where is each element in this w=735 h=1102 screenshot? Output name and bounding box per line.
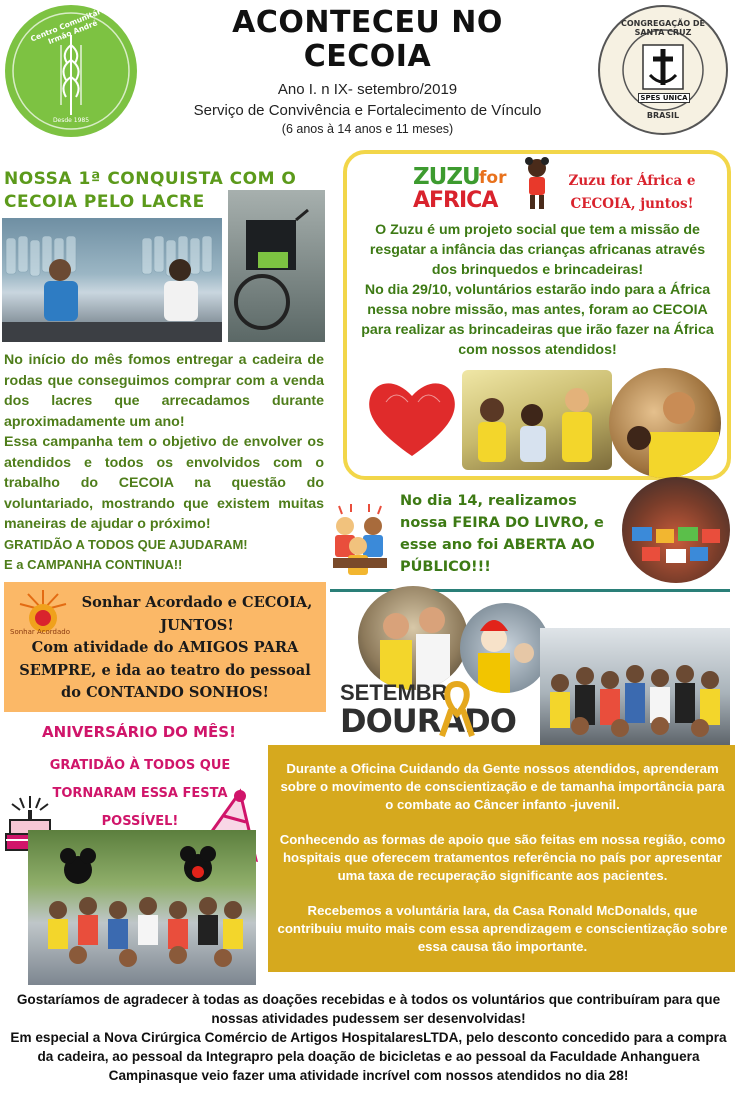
lacre-p1: No início do mês fomos entregar a cadeira de rodas que conseguimos comprar com a venda dos lacres que arrecadamos durante aproximadamente um ano! [4,352,324,430]
seal-motto: SPES UNICA [638,93,690,103]
lacre-heading-line-1: NOSSA 1ª CONQUISTA COM O [4,169,297,189]
sonhar-line-3: Com atividade do AMIGOS PARA [31,639,299,656]
footer-p1: Gostaríamos de agradecer à todas as doações recebidas e à todos os voluntários que contribuíram para que nossas atividades pudessem ser desenvolvidas! [16,992,721,1026]
gold-ribbon-icon [438,680,476,738]
aniversario-heading: ANIVERSÁRIO DO MÊS! [42,723,236,741]
sonhar-text-lower [4,637,326,705]
aniversario-line-4: POSSÍVEL! [101,814,179,829]
setembro-dourado-logo [338,680,538,740]
zuzu-logo [413,164,553,212]
setembro-p3: Recebemos a voluntária Iara, da Casa Ronald McDonalds, que contribuiu muito mais com essa aprendizagem e conscientização sobre essa causa tão importante. [277,903,728,954]
sonhar-logo-label: Sonhar Acordado [10,628,71,636]
zuzu-doll-icon [519,156,555,212]
footer-p2: Em especial a Nova Cirúrgica Comércio de Artigos HospitalaresLTDA, pelo desconto concedido para a compra da cadeira, ao pessoal da Integrapro pela doação de bicicletas e ao pessoal da Faculdade Anhanguera Campinasque veio fazer uma atividade incrível com nossos atendidos no dia 28! [10,1030,727,1083]
setembro-logo-bottom: DOURADO [340,702,516,740]
zuzu-logo-africa: AFRICA [413,188,498,213]
zuzu-heading-line-2: CECOIA, juntos! [570,196,694,212]
lacre-children-photo [2,218,222,342]
feira-line-2: nossa FEIRA DO LIVRO, e [400,515,604,531]
zuzu-volunteers-photo [462,370,612,470]
aniversario-line-2: GRATIDÃO À TODOS QUE [49,758,231,773]
group-class-photo [540,628,730,758]
sonhar-line-5: do CONTANDO SONHOS! [61,684,269,701]
sonhar-line-4: SEMPRE, e ida ao teatro do pessoal [19,661,311,679]
zuzu-text [360,220,715,360]
feira-line-3: esse ano foi ABERTA AO [400,537,595,553]
setembro-logo-top: SETEMBR [340,680,448,705]
seal-bottom-text: BRASIL [646,111,680,120]
zuzu-p2: No dia 29/10, voluntários estarão indo para a África nessa nobre missão, mas antes, foram ao CECOIA para realizar as brincadeiras que irão fazer na África com nossos atendidos! [361,282,714,358]
page-title [190,6,545,74]
aniversario-line-3: TORNARAM ESSA FESTA [52,786,228,801]
sonhar-box [4,582,326,712]
volunteer-iara-photo [358,586,468,690]
cecoia-logo [5,5,137,137]
wheelchair-icon [228,190,325,342]
children-reading-icon [325,502,395,582]
lacre-text [4,350,324,576]
lacre-p3: GRATIDÃO A TODOS QUE AJUDARAM! [4,536,248,552]
birthday-party-photo [28,830,256,985]
logo-left-since: Desde 1985 [52,117,90,124]
santa-cruz-seal [598,5,728,135]
title-line-2: CECOIA [303,39,432,74]
seal-top-text: CONGREGAÇÃO DE SANTA CRUZ [620,19,706,37]
zuzu-logo-zuzu: ZUZU [413,164,480,190]
service-name: Serviço de Convivência e Fortalecimento de Vínculo [193,102,542,119]
book-fair-photo [622,477,730,583]
zuzu-logo-for: for [479,168,507,188]
setembro-p2: Conhecendo as formas de apoio que são feitas em nossa região, como hospitais que oferecem tratamentos referência no país por apresentar uma taxa de recuperação significante aos pacientes. [279,832,726,883]
feira-text [400,490,625,578]
acknowledgements [6,990,731,1085]
zuzu-p1: O Zuzu é um projeto social que tem a missão de resgatar a infância das crianças africanas através dos brinquedos e brincadeiras! [369,222,706,278]
lacre-heading-line-2: CECOIA PELO LACRE [4,192,205,212]
setembro-dourado-text [275,760,730,956]
age-range: (6 anos à 14 anos e 11 meses) [281,122,454,136]
lacre-p4: E a CAMPANHA CONTINUA!! [4,557,183,572]
setembro-p1: Durante a Oficina Cuidando da Gente nossos atendidos, aprenderam sobre o movimento de conscientização e de tamanha importância para o combate ao Câncer infanto -juvenil. [280,761,725,812]
edition: Ano I. n IX- setembro/2019 [277,81,458,98]
feira-line-1: No dia 14, realizamos [400,493,577,509]
zuzu-circle-photo [609,368,721,478]
lacre-p2: Essa campanha tem o objetivo de envolver os atendidos e todos os envolvidos com o trabalho do CECOIA na questão do voluntariado, mostrando que existem muitas maneiras de ajudar o próximo! [4,434,324,532]
zuzu-heading [557,170,707,216]
feira-line-4: PÚBLICO!!! [400,559,491,575]
sonhar-line-2: JUNTOS! [160,616,234,634]
title-line-1: ACONTECEU NO [232,5,503,40]
logo-left-text: Centro Comunitário Irmão André [29,4,110,47]
heart-icon [366,376,458,460]
wheelchair-photo [228,190,325,342]
sonhar-line-1: Sonhar Acordado e CECOIA, [81,594,313,611]
zuzu-heading-line-1: Zuzu for África e [568,173,696,189]
sonhar-text [66,592,328,637]
